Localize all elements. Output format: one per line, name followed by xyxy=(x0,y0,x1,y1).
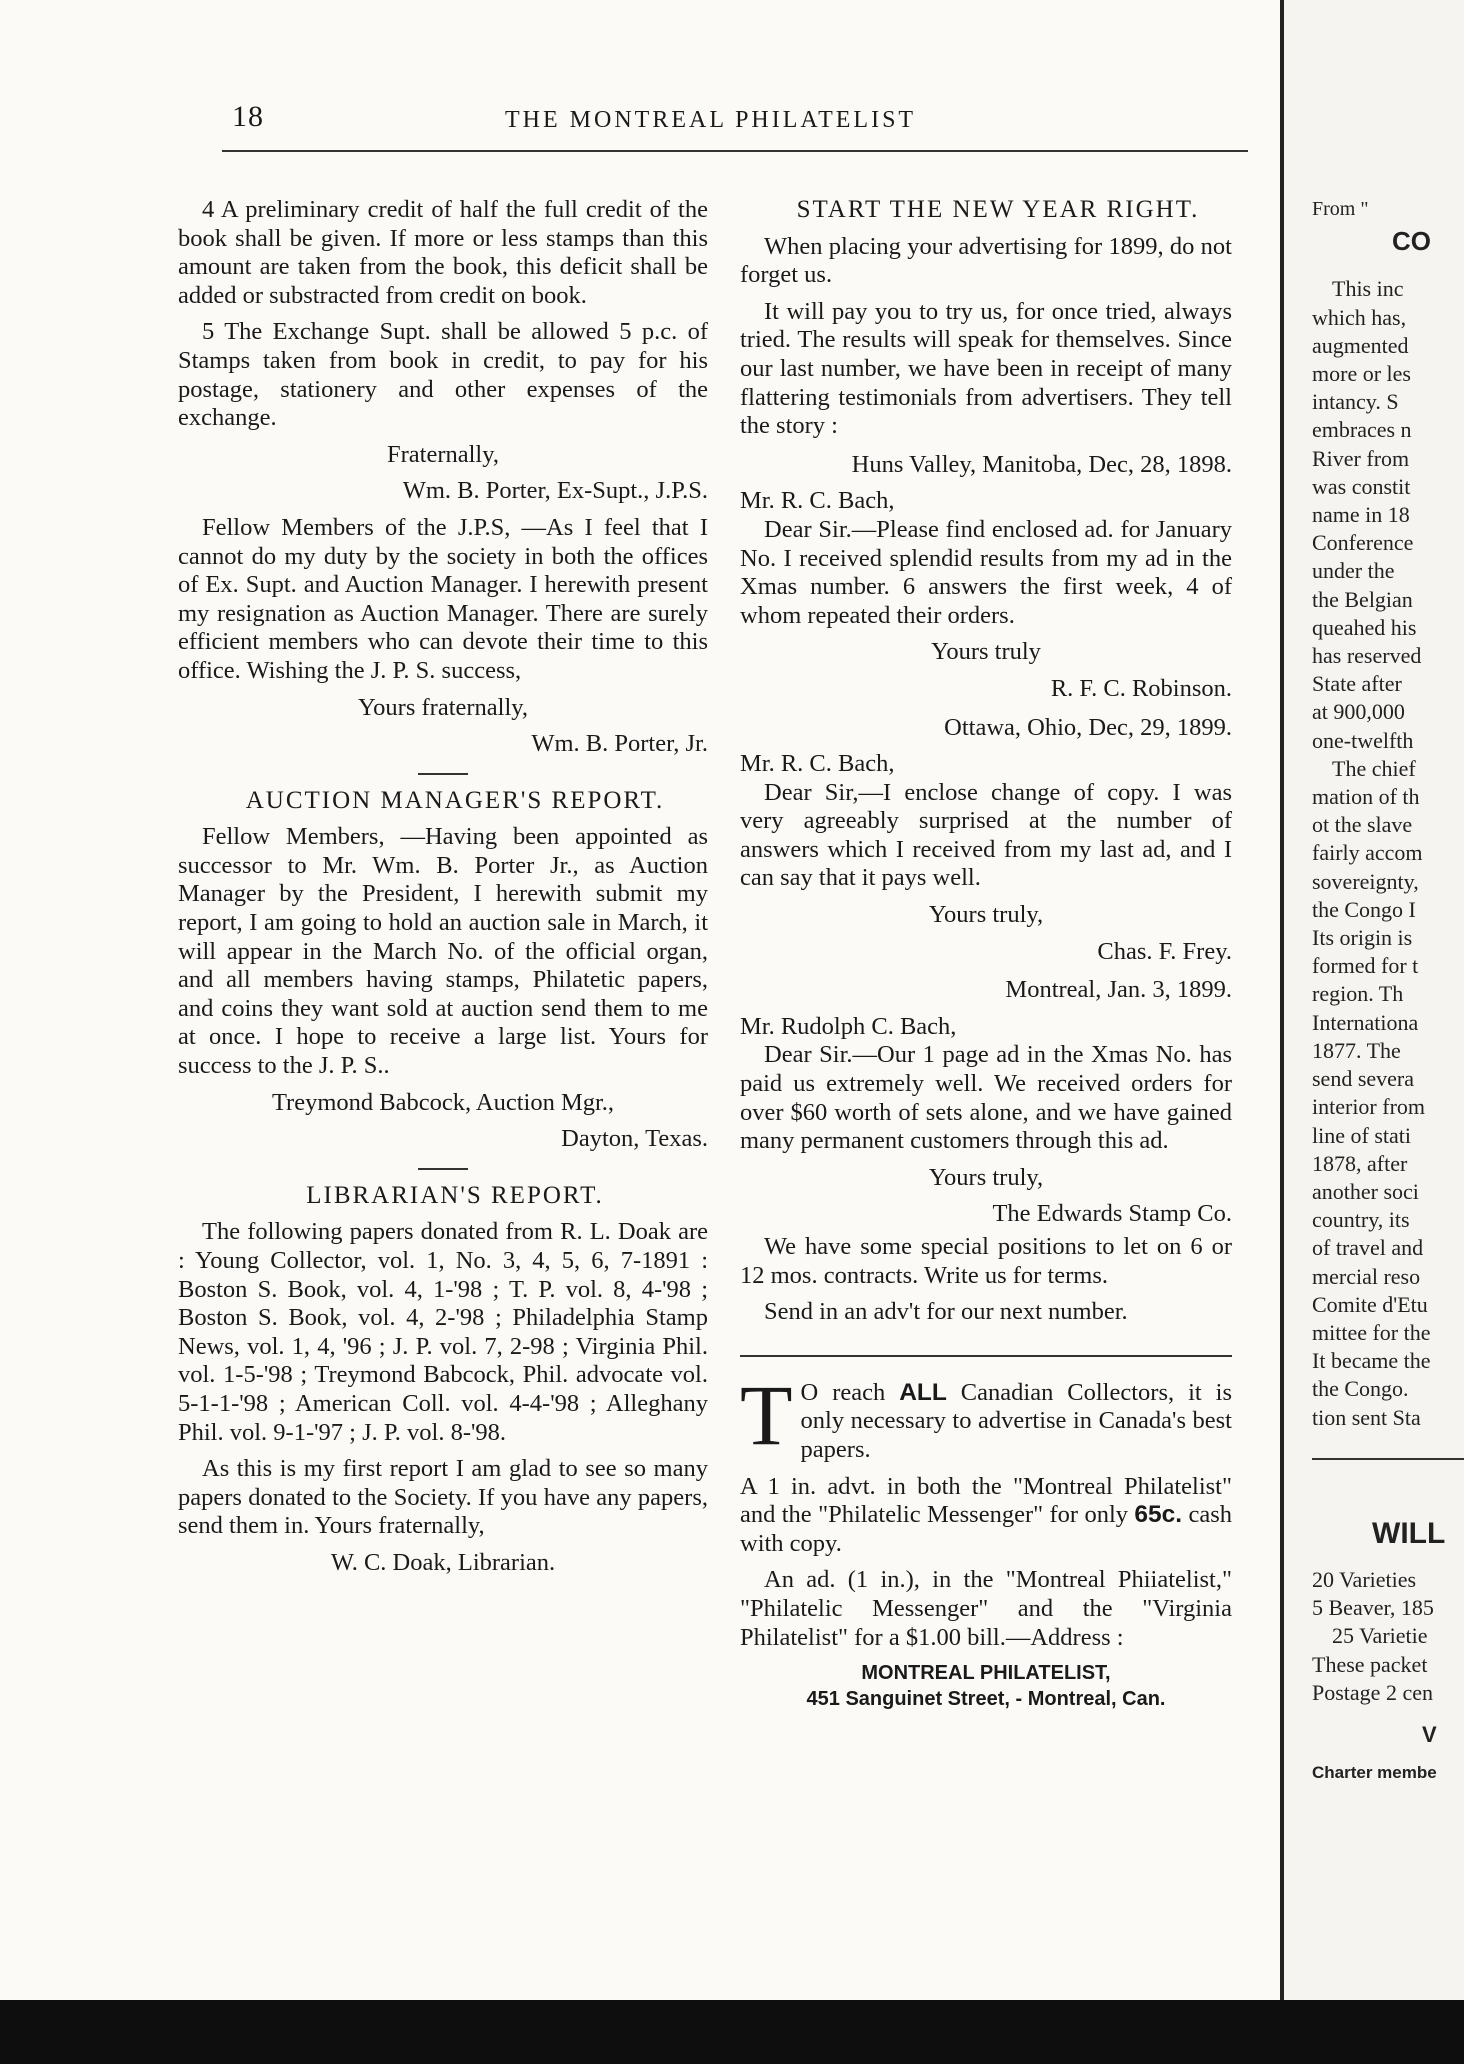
letter-1-body: Dear Sir.—Please find enclosed ad. for January No. I received splendid results from my ad in the Xmas number. 6 answers the first week, 4 of whom repeated their orders. xyxy=(740,515,1232,629)
facing-line: line of stati xyxy=(1312,1122,1411,1148)
letter-2-date: Ottawa, Ohio, Dec, 29, 1899. xyxy=(944,713,1232,741)
facing-line: Conference xyxy=(1312,530,1414,556)
facing-line: another soci xyxy=(1312,1178,1419,1204)
ad-offer-terms: cash with copy. xyxy=(740,1501,1232,1557)
facing-line: interior from xyxy=(1312,1094,1426,1120)
facing-line: ot the slave xyxy=(1312,812,1413,838)
facing-line: These packet xyxy=(1312,1651,1428,1677)
scan-border-bottom xyxy=(0,2000,1464,2064)
facing-line: augmented xyxy=(1312,332,1409,358)
facing-rule xyxy=(1312,1458,1464,1460)
facing-line: one-twelfth xyxy=(1312,727,1414,753)
letter-2-addressee: Mr. R. C. Bach, xyxy=(740,750,895,778)
facing-line: formed for t xyxy=(1312,953,1419,979)
closing-fraternally: Fraternally, xyxy=(386,440,500,468)
letter-3-body: Dear Sir.—Our 1 page ad in the Xmas No. has paid us extremely well. We received orders for over $60 worth of sets alone, and we have gained many permanent customers through this ad. xyxy=(740,1041,1232,1155)
special-positions-paragraph: We have some special positions to let on 6 or 12 mos. contracts. Write us for terms. xyxy=(740,1233,1232,1289)
librarian-report-paragraph: The following papers donated from R. L. Doak are : Young Collector, vol. 1, No. 3, 4, 5, 6, 7-1891 : Boston S. Book, vol. 4, 1-'98 ; T. P. vol. 8, 4-'98 ; Boston S. Book, vol. 4, 2-'98 ; Philadelphia Stamp News, vol. 1, 4, '96 ; J. P. vol. 7, 2-98 ; Virginia Phil. vol. 1-5-'98 ; Treymond Babcock, Phil. advocate vol. 5-1-1-'98 ; American Coll. vol. 4-4-'98 ; Alleghany Phil. vol. 9-1-'97 ; J. P. vol. 8-'98. xyxy=(178,1218,708,1446)
facing-page-fragment xyxy=(1280,0,1464,2000)
letter-1-date: Huns Valley, Manitoba, Dec, 28, 1898. xyxy=(851,450,1232,478)
facing-line: mation of th xyxy=(1312,784,1420,810)
facing-line: The chief xyxy=(1332,755,1416,781)
signature-porter-ex-supt: Wm. B. Porter, Ex-Supt., J.P.S. xyxy=(402,477,708,505)
rule-5-paragraph: 5 The Exchange Supt. shall be allowed 5 p.c. of Stamps taken from book in credit, to pay for his postage, stationery and other expenses of the exchange. xyxy=(178,318,708,432)
auction-report-heading: AUCTION MANAGER'S REPORT. xyxy=(245,786,665,814)
facing-line: 1878, after xyxy=(1312,1150,1408,1176)
section-divider xyxy=(418,773,468,775)
new-year-heading: START THE NEW YEAR RIGHT. xyxy=(796,196,1200,223)
facing-line: the Congo I xyxy=(1312,896,1416,922)
facing-line: Its origin is xyxy=(1312,925,1413,951)
facing-line: has reserved xyxy=(1312,643,1422,669)
facing-line: CO xyxy=(1392,226,1431,257)
facing-line: of travel and xyxy=(1312,1235,1424,1261)
facing-line: more or les xyxy=(1312,361,1411,387)
facing-line: It became the xyxy=(1312,1348,1431,1374)
ad-all-emphasis: ALL xyxy=(899,1378,947,1406)
ad-address-street: 451 Sanguinet Street, - Montreal, Can. xyxy=(806,1688,1166,1711)
letter-2-signature: Chas. F. Frey. xyxy=(1097,937,1232,965)
facing-line: 25 Varietie xyxy=(1332,1623,1428,1649)
ad-address-name: MONTREAL PHILATELIST, xyxy=(861,1662,1111,1685)
facing-line: River from xyxy=(1312,445,1410,471)
facing-line: embraces n xyxy=(1312,417,1412,443)
facing-heading: WILL xyxy=(1372,1516,1446,1550)
facing-line: which has, xyxy=(1312,304,1407,330)
letter-3-date: Montreal, Jan. 3, 1899. xyxy=(1005,976,1232,1004)
rule-4-paragraph: 4 A preliminary credit of half the full credit of the book shall be given. If more or less stamps than this amount are taken from the book, this deficit shall be added or substracted from credit on book. xyxy=(178,196,708,309)
facing-page-text xyxy=(1312,195,1464,1787)
letter-2-closing: Yours truly, xyxy=(928,901,1044,929)
facing-line: queahed his xyxy=(1312,614,1417,640)
facing-line: mittee for the xyxy=(1312,1319,1431,1345)
facing-line: under the xyxy=(1312,558,1395,584)
auction-report-place: Dayton, Texas. xyxy=(561,1125,708,1153)
closing-yours-fraternally: Yours fraternally, xyxy=(357,693,529,721)
facing-line: country, its xyxy=(1312,1207,1410,1233)
intro-paragraph-2: It will pay you to try us, for once tried, always tried. The results will speak for themselves. Since our last number, we have been in receipt of many flattering testimonials from advertisers. They tell the story : xyxy=(740,297,1232,440)
facing-line: Charter membe xyxy=(1312,1763,1437,1783)
facing-line: region. Th xyxy=(1312,981,1404,1007)
facing-line: was constit xyxy=(1312,473,1411,499)
auction-report-signature: Treymond Babcock, Auction Mgr., xyxy=(271,1088,615,1116)
facing-line: sovereignty, xyxy=(1312,868,1419,894)
header-rule xyxy=(222,150,1248,152)
page-number: 18 xyxy=(232,100,264,133)
ad-text-rest: Canadian Collectors, it is only necessary to advertise in Canada's best papers. xyxy=(800,1378,1232,1463)
librarian-report-closing: As this is my first report I am glad to see so many papers donated to the Society. If you have any papers, send them in. Yours fraternally, xyxy=(178,1455,708,1540)
ad-paragraph-1 xyxy=(740,1366,1232,1465)
ad-paragraph-2 xyxy=(740,1473,1232,1559)
facing-line: 5 Beaver, 185 xyxy=(1312,1595,1434,1621)
facing-line: tion sent Sta xyxy=(1312,1404,1421,1430)
letter-1-signature: R. F. C. Robinson. xyxy=(1050,674,1232,702)
letter-3-closing: Yours truly, xyxy=(928,1163,1044,1191)
facing-line: State after xyxy=(1312,671,1402,697)
letter-3-addressee: Mr. Rudolph C. Bach, xyxy=(740,1012,957,1040)
facing-line: V xyxy=(1422,1721,1437,1747)
librarian-report-heading: LIBRARIAN'S REPORT. xyxy=(306,1181,604,1209)
advertisement-box xyxy=(740,1366,1232,1712)
running-title: THE MONTREAL PHILATELIST xyxy=(505,107,917,133)
facing-line: send severa xyxy=(1312,1066,1415,1092)
facing-line: fairly accom xyxy=(1312,840,1423,866)
facing-line: 1877. The xyxy=(1312,1037,1401,1063)
ad-divider xyxy=(740,1355,1232,1357)
left-column xyxy=(178,196,708,1586)
facing-line: Internationa xyxy=(1312,1009,1419,1035)
facing-line: Comite d'Etu xyxy=(1312,1291,1428,1317)
facing-line: This inc xyxy=(1332,276,1404,302)
facing-line: mercial reso xyxy=(1312,1263,1421,1289)
signature-porter-jr: Wm. B. Porter, Jr. xyxy=(531,730,708,758)
facing-line: the Congo. xyxy=(1312,1376,1409,1402)
facing-line: From " xyxy=(1312,198,1369,220)
letter-1-closing: Yours truly xyxy=(931,638,1041,666)
right-column xyxy=(740,196,1232,1712)
facing-line: at 900,000 xyxy=(1312,699,1405,725)
ad-price: 65c. xyxy=(1134,1501,1183,1529)
librarian-signature: W. C. Doak, Librarian. xyxy=(330,1548,556,1576)
resignation-paragraph: Fellow Members of the J.P.S, —As I feel that I cannot do my duty by the society in both the offices of Ex. Supt. and Auction Manager. I herewith present my resignation as Auction Manager. There are surely efficient members who can devote their time to this office. Wishing the J. P. S. success, xyxy=(178,513,708,684)
ad-text-start: O reach xyxy=(800,1378,900,1406)
send-adv-paragraph: Send in an adv't for our next number. xyxy=(764,1298,1128,1326)
section-divider xyxy=(418,1168,468,1170)
facing-line: the Belgian xyxy=(1312,586,1413,612)
facing-line: Postage 2 cen xyxy=(1312,1679,1433,1705)
facing-line: name in 18 xyxy=(1312,502,1410,528)
intro-paragraph-1: When placing your advertising for 1899, do not forget us. xyxy=(740,232,1232,289)
auction-report-paragraph: Fellow Members, —Having been appointed as successor to Mr. Wm. B. Porter Jr., as Auction Manager by the President, I herewith submit my report, I am going to hold an auction sale in March, it will appear in the March No. of the official organ, and all members having stamps, Philatetic papers, and coins they want sold at auction send them to me at once. I hope to receive a large list. Yours for success to the J. P. S.. xyxy=(178,823,708,1080)
letter-2-body: Dear Sir,—I enclose change of copy. I was very agreeably surprised at the number of answers which I received from my last ad, and I can say that it pays well. xyxy=(740,778,1232,892)
facing-line: intancy. S xyxy=(1312,389,1399,415)
ad-dropcap: T xyxy=(740,1366,793,1463)
facing-line: 20 Varieties xyxy=(1312,1566,1417,1592)
letter-3-signature: The Edwards Stamp Co. xyxy=(992,1200,1232,1228)
ad-paragraph-3: An ad. (1 in.), in the "Montreal Phiiatelist," "Philatelic Messenger" and the "Virginia Philatelist" for a $1.00 bill.—Address : xyxy=(740,1566,1232,1651)
letter-1-addressee: Mr. R. C. Bach, xyxy=(740,487,895,515)
ad-offer-text: A 1 in. advt. in both the "Montreal Philatelist" and the "Philatelic Messenger" for only xyxy=(740,1472,1232,1529)
